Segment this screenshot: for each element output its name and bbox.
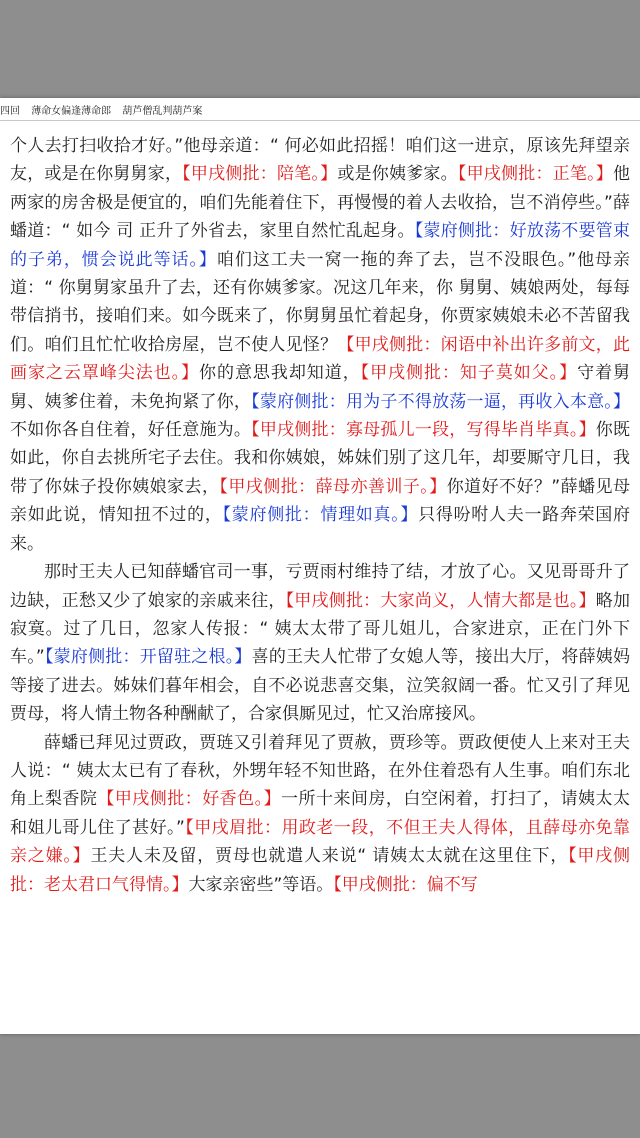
commentary-jiaxu: 【甲戌侧批：好香色。】 [97,789,282,810]
commentary-jiaxu: 【甲戌侧批：正笔。】 [457,164,614,185]
text-segment: 守着舅舅、姨爹住着，未免拘紧了你， [10,363,631,412]
text-segment: 或是你姨爹家。 [337,164,458,185]
commentary-jiaxu: 【甲戌侧批：薛母亦善训子。】 [219,476,447,497]
header-divider [0,120,640,121]
commentary-jiaxu: 【甲戌侧批：大家尚义，人情大都是也。】 [285,590,596,611]
commentary-jiaxu: 【甲戌侧批：陪笔。】 [182,164,338,185]
chapter-title-part2: 葫芦僧乱判葫芦案 [122,106,203,117]
text-segment: 喜的王夫人忙带了女媳人等，接出大厅，将薛姨妈等接了进去。姊妹们暮年相会，自不必说悲喜交集，泣笑叙阔一番。忙又引了拜见贾母，将人情土物各种酬献了，合家俱厮见过，忙又治席接风。 [10,647,631,725]
paragraph-1 [10,132,630,558]
text-segment: 不如你各自住着，好任意施为。 [10,420,252,441]
text-segment: 大家亲密些”等语。 [188,874,334,895]
commentary-mengfu: 【蒙府侧批：情理如真。】 [222,505,419,526]
text-segment: 个人去打扫收拾才好。”他母亲道：“ 何必如此招摇！咱们这一进京，原该先拜望亲友，或是在你舅舅家， [10,136,630,185]
running-header [0,102,640,118]
text-segment: 你道好不好？”薛蟠见母亲如此说，情知扭不过的， [10,476,631,526]
text-segment: 略加寂寞。过了几日，忽家人传报：“ 姨太太带了哥儿姐儿，合家进京，正在门外下车。” [10,590,631,668]
text-segment: 只得吩咐人夫一路奔荣国府来。 [10,505,631,554]
commentary-jiaxu: 【甲戌侧批：寡母孤儿一段，写得毕肖毕真。】 [251,420,596,441]
commentary-jiaxu: 【甲戌侧批：闲语中补出许多前文，此画家之云罩峰尖法也。】 [10,334,631,384]
paragraph-2 [10,558,630,728]
chapter-title-part1: 薄命女偏逢薄命郎 [31,106,112,117]
commentary-jiaxu: 【甲戌眉批：用政老一段，不但王夫人得体，且薛母亦免靠亲之嫌。】 [10,817,631,867]
commentary-mengfu: 【蒙府侧批：好放荡不要管束的子弟，惯会说此等话。】 [10,221,630,270]
commentary-jiaxu: 【甲戌侧批：老太君口气得情。】 [10,846,631,895]
commentary-jiaxu: 【甲戌侧批：偏不写 [333,874,478,895]
text-segment: 你的意思我却知道， [199,363,361,384]
text-segment: 咱们这工夫一窝一拖的奔了去，岂不没眼色。”他母亲道：“ 你舅舅家虽升了去，还有你姨爹家。况这几年来，你 舅舅、姨娘两处，每每带信捎书，接咱们来。如今既来了，你舅舅虽忙着起身，你贾家姨娘未必不苦留我们。咱们且忙忙收拾房屋，岂不使人见怪？ [10,249,631,355]
text-segment: 你既如此，你自去挑所宅子去住。我和你姨娘，姊妹们别了这几年，却要厮守几日，我带了你妹子投你姨娘家去， [10,420,631,497]
text-segment: 他两家的房舍极是便宜的，咱们先能着住下，再慢慢的着人去收拾，岂不消停些。”薛蟠道：“ 如今 司 正升了外省去，家里自然忙乱起身。 [10,164,631,242]
text-segment: 王夫人未及留，贾母也就遣人来说“ 请姨太太就在这里住下， [90,846,569,867]
text-body [10,132,630,899]
commentary-mengfu: 【蒙府侧批：用为子不得放荡一逼，再收入本意。】 [251,391,631,412]
reader-page[interactable] [0,98,640,1034]
chapter-label: 四回 [0,106,20,117]
text-segment: 一所十来间房，白空闲着，打扫了，请姨太太和姐儿哥儿住了甚好。” [10,789,631,838]
commentary-mengfu: 【蒙府侧批：开留驻之根。】 [44,647,252,668]
paragraph-3 [10,729,630,899]
commentary-jiaxu: 【甲戌侧批：知子莫如父。】 [360,363,578,384]
text-segment: 那时王夫人已知薛蟠官司一事，亏贾雨村维持了结，才放了心。又见哥哥升了边缺，正愁又少了娘家的亲戚来往， [10,562,630,611]
text-segment: 薛蟠已拜见过贾政，贾琏又引着拜见了贾赦，贾珍等。贾政便使人上来对王夫人说：“ 姨太太已有了春秋，外甥年轻不知世路，在外住着恐有人生事。咱们东北角上梨香院 [10,732,630,810]
